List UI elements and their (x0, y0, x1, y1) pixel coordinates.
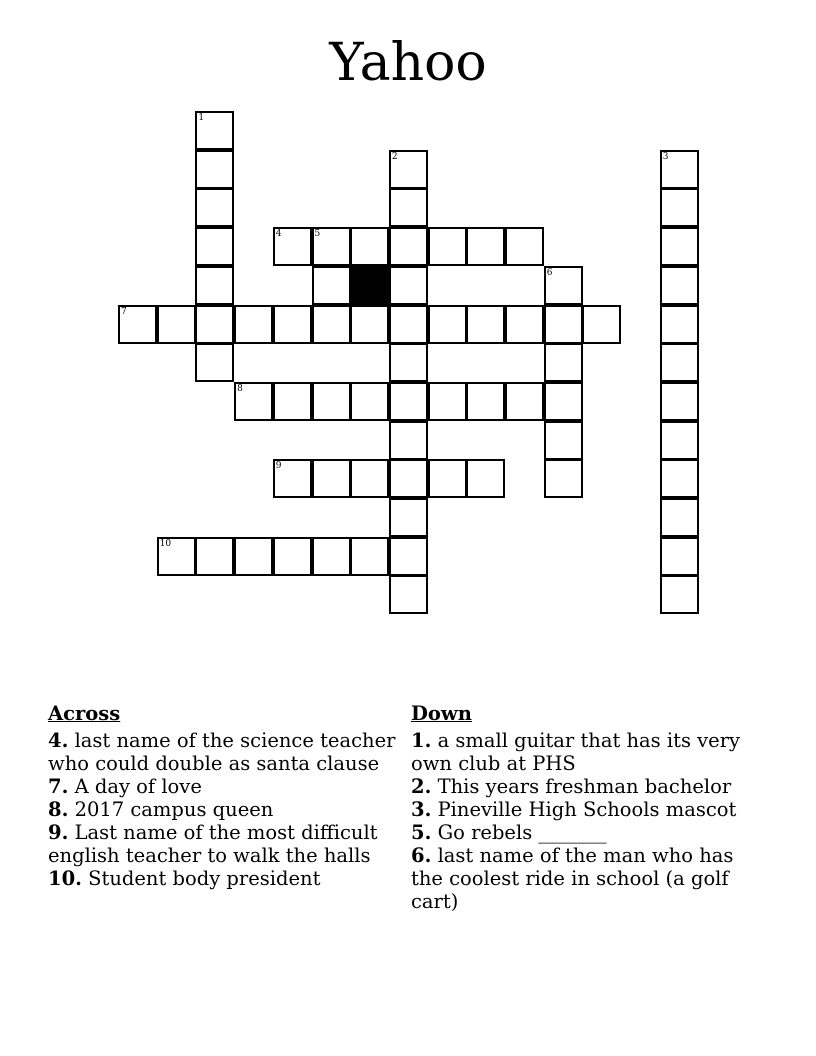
crossword-cell[interactable] (234, 305, 273, 344)
crossword-cell[interactable] (660, 343, 699, 382)
down-clue-2 (411, 775, 746, 798)
crossword-cell[interactable] (389, 382, 428, 421)
cell-number: 6 (546, 267, 553, 278)
crossword-cell[interactable] (660, 266, 699, 305)
crossword-cell[interactable] (505, 382, 544, 421)
crossword-cell[interactable] (312, 382, 351, 421)
clue-number: 10. (48, 867, 82, 890)
crossword-cell[interactable] (505, 227, 544, 266)
crossword-cell[interactable] (389, 150, 428, 189)
crossword-cell[interactable] (157, 305, 196, 344)
crossword-cell[interactable] (195, 111, 234, 150)
crossword-cell[interactable] (389, 575, 428, 614)
crossword-cell[interactable] (195, 188, 234, 227)
crossword-cell[interactable] (389, 305, 428, 344)
down-clue-1 (411, 729, 746, 775)
crossword-cell[interactable] (389, 537, 428, 576)
down-clue-5 (411, 821, 746, 844)
crossword-cell[interactable] (389, 459, 428, 498)
crossword-cell[interactable] (660, 188, 699, 227)
crossword-cell[interactable] (544, 266, 583, 305)
clue-text: Go rebels _______ (437, 821, 607, 844)
across-clues (48, 702, 408, 890)
crossword-cell[interactable] (660, 537, 699, 576)
crossword-cell[interactable] (466, 382, 505, 421)
crossword-cell[interactable] (660, 421, 699, 460)
crossword-cell[interactable] (234, 382, 273, 421)
clue-text: Pineville High Schools mascot (437, 798, 737, 821)
crossword-cell[interactable] (389, 188, 428, 227)
down-clue-6 (411, 844, 746, 913)
clue-number: 2. (411, 775, 432, 798)
crossword-cell[interactable] (660, 150, 699, 189)
clue-number: 5. (411, 821, 432, 844)
clue-number: 3. (411, 798, 432, 821)
cell-number: 5 (314, 229, 321, 240)
crossword-cell[interactable] (157, 537, 196, 576)
clue-text: Student body president (88, 867, 321, 890)
crossword-cell[interactable] (195, 343, 234, 382)
crossword-cell[interactable] (350, 382, 389, 421)
crossword-cell[interactable] (195, 227, 234, 266)
clue-text: last name of the man who has the coolest ride in school (a golf cart) (411, 844, 734, 913)
clue-number: 8. (48, 798, 69, 821)
crossword-cell[interactable] (195, 266, 234, 305)
crossword-cell[interactable] (428, 227, 467, 266)
crossword-cell[interactable] (273, 459, 312, 498)
cell-number: 3 (662, 151, 669, 162)
crossword-cell[interactable] (544, 382, 583, 421)
crossword-cell[interactable] (350, 227, 389, 266)
crossword-cell[interactable] (582, 305, 621, 344)
across-clue-7 (48, 775, 408, 798)
crossword-cell[interactable] (195, 150, 234, 189)
crossword-cell[interactable] (273, 537, 312, 576)
crossword-cell[interactable] (234, 537, 273, 576)
crossword-cell[interactable] (389, 227, 428, 266)
crossword-cell[interactable] (544, 421, 583, 460)
crossword-cell[interactable] (544, 459, 583, 498)
down-clue-3 (411, 798, 746, 821)
crossword-cell[interactable] (195, 305, 234, 344)
puzzle-title: Yahoo (329, 33, 487, 93)
down-clues (411, 702, 746, 913)
across-clue-4 (48, 729, 408, 775)
clue-number: 1. (411, 729, 432, 752)
crossword-cell[interactable] (273, 227, 312, 266)
down-heading: Down (411, 702, 472, 725)
clue-number: 4. (48, 729, 69, 752)
clue-number: 6. (411, 844, 432, 867)
cell-number: 7 (121, 306, 127, 317)
crossword-cell[interactable] (660, 305, 699, 344)
crossword-cell[interactable] (312, 227, 351, 266)
across-heading: Across (48, 702, 121, 725)
crossword-cell[interactable] (466, 227, 505, 266)
crossword-cell[interactable] (350, 537, 389, 576)
crossword-cell[interactable] (466, 459, 505, 498)
cell-number: 8 (237, 383, 243, 394)
crossword-cell[interactable] (466, 305, 505, 344)
crossword-cell[interactable] (273, 305, 312, 344)
crossword-cell[interactable] (389, 266, 428, 305)
across-clue-9 (48, 821, 408, 867)
crossword-cell[interactable] (312, 459, 351, 498)
cell-number: 4 (275, 229, 282, 240)
cell-number: 10 (159, 538, 172, 549)
crossword-cell[interactable] (428, 382, 467, 421)
cell-number: 2 (391, 151, 398, 162)
crossword-cell[interactable] (118, 305, 157, 344)
crossword-cell[interactable] (273, 382, 312, 421)
crossword-cell[interactable] (544, 305, 583, 344)
clue-text: A day of love (74, 775, 202, 798)
clue-number: 7. (48, 775, 69, 798)
clue-text: last name of the science teacher who could double as santa clause (48, 729, 396, 775)
crossword-cell[interactable] (312, 305, 351, 344)
crossword-cell[interactable] (544, 343, 583, 382)
clue-text: a small guitar that has its very own club at PHS (411, 729, 741, 775)
cell-number: 9 (275, 461, 282, 472)
across-clue-10 (48, 867, 408, 890)
crossword-cell[interactable] (312, 537, 351, 576)
crossword-cell[interactable] (312, 266, 351, 305)
crossword-cell[interactable] (660, 227, 699, 266)
crossword-cell[interactable] (660, 498, 699, 537)
clue-text: 2017 campus queen (74, 798, 274, 821)
crossword-cell[interactable] (660, 382, 699, 421)
clue-text: This years freshman bachelor (437, 775, 732, 798)
crossword-cell[interactable] (428, 305, 467, 344)
cell-number: 1 (198, 113, 205, 123)
crossword-cell[interactable] (389, 498, 428, 537)
crossword-cell[interactable] (350, 459, 389, 498)
crossword-cell[interactable] (660, 575, 699, 614)
across-clue-8 (48, 798, 408, 821)
crossword-cell[interactable] (428, 459, 467, 498)
crossword-cell[interactable] (660, 459, 699, 498)
crossword-cell[interactable] (195, 537, 234, 576)
clue-text: Last name of the most difficult english teacher to walk the halls (48, 821, 378, 867)
crossword-cell[interactable] (350, 305, 389, 344)
crossword-cell[interactable] (389, 343, 428, 382)
crossword-cell[interactable] (389, 421, 428, 460)
crossword-cell[interactable] (505, 305, 544, 344)
clue-number: 9. (48, 821, 69, 844)
crossword-block-cell (350, 266, 389, 305)
